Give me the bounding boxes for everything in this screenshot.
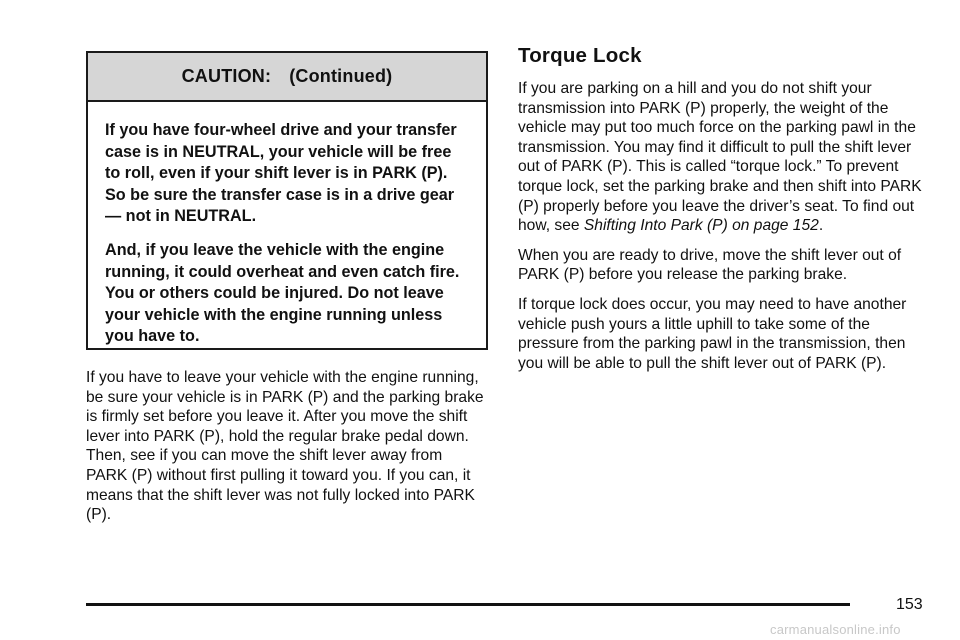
torque-lock-paragraph-1-end: .	[818, 217, 824, 235]
footer-rule	[86, 603, 850, 606]
left-column	[86, 368, 486, 535]
torque-lock-paragraph-3: If torque lock does occur, you may need to have another vehicle push yours a little uphill to take some of the pressure from the parking pawl in the transmission, then you will be able to pull the shift lever out of PARK (P).	[518, 295, 907, 372]
torque-lock-paragraph-1	[518, 79, 930, 236]
torque-lock-heading: Torque Lock	[518, 44, 642, 67]
caution-paragraph-2: And, if you leave the vehicle with the engine running, it could overheat and even catch fire. You or others could be injured. Do not leave your vehicle with the engine running unless you have to.	[105, 240, 460, 346]
caution-body	[88, 102, 486, 348]
torque-lock-paragraph-2: When you are ready to drive, move the shift lever out of PARK (P) before you release the parking brake.	[518, 246, 902, 284]
left-paragraph: If you have to leave your vehicle with the engine running, be sure your vehicle is in PARK (P) and the parking brake is firmly set before you leave it. After you move the shift lever into PARK (P), hold the regular brake pedal down. Then, see if you can move the shift lever away from PARK (P) without first pulling it toward you. If you can, it means that the shift lever was not fully locked into PARK (P).	[86, 369, 484, 524]
watermark: carmanualsonline.info	[770, 622, 901, 637]
torque-lock-paragraph-1-text: If you are parking on a hill and you do not shift your transmission into PARK (P) properly, the weight of the vehicle may put too much force on the parking pawl in the transmission. You may find it difficult to pull the shift lever out of PARK (P). This is called “torque lock.” To prevent torque lock, set the parking brake and then shift into PARK (P) properly before you leave the driver’s seat. To find out how, see	[518, 80, 922, 235]
caution-box	[86, 51, 488, 350]
right-column	[518, 44, 930, 383]
caution-paragraph-1: If you have four-wheel drive and your transfer case is in NEUTRAL, your vehicle will be free to roll, even if your shift lever is in PARK (P). So be sure the transfer case is in a drive gear — not in NEUTRAL.	[105, 121, 457, 226]
caution-header	[88, 53, 486, 102]
caution-continued: (Continued)	[289, 66, 393, 86]
page-number: 153	[896, 596, 923, 613]
cross-reference-link[interactable]: Shifting Into Park (P) on page 152	[583, 217, 819, 235]
caution-label: CAUTION:	[181, 66, 272, 86]
